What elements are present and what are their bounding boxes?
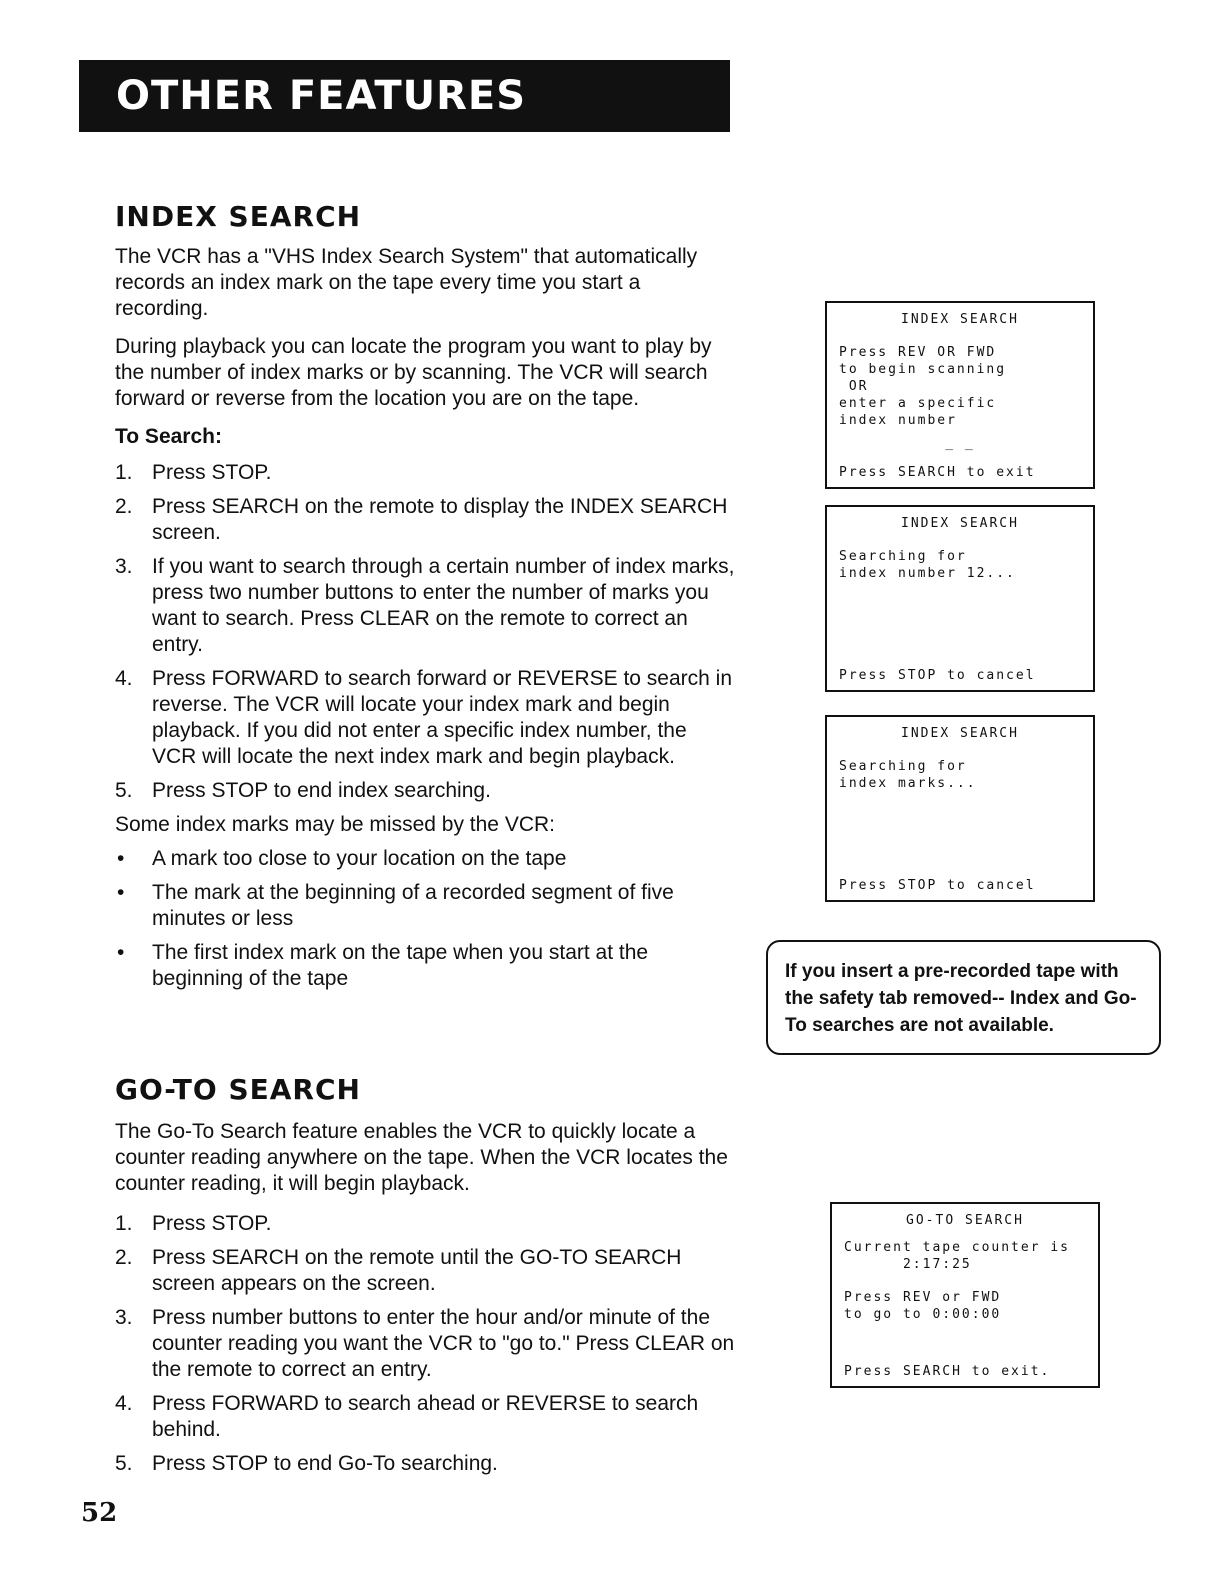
screen-title: INDEX SEARCH — [901, 312, 1019, 327]
section-banner — [79, 60, 730, 132]
list-item: • The first index mark on the tape when you start at the beginning of the tape — [117, 941, 649, 990]
screen-title: GO-TO SEARCH — [906, 1213, 1024, 1228]
index-search-section — [115, 200, 735, 1000]
bullet-icon: • — [117, 847, 125, 870]
list-item: 3. Press number buttons to enter the hour and/or minute of the counter reading you want the VCR to "go to." Press CLEAR on the remote to correct an entry. — [115, 1306, 735, 1381]
screen-title: INDEX SEARCH — [901, 726, 1019, 741]
banner-title: OTHER FEATURES — [116, 73, 527, 119]
index-search-screen-1: INDEX SEARCH Press REV OR FWD to begin scanning OR enter a specific index number _ _ Press SEARCH to exit — [825, 301, 1095, 489]
screen-footer: Press STOP to cancel — [839, 668, 1036, 683]
list-item: 1. Press STOP. — [115, 461, 272, 484]
index-search-screen-3: INDEX SEARCH Searching for index marks... Press STOP to cancel — [825, 715, 1095, 902]
missed-marks-list — [115, 846, 735, 992]
list-item: 4. Press FORWARD to search forward or REVERSE to search in reverse. The VCR will locate your index mark and begin playback. If you did not enter a specific index number, the VCR will locate the next index mark and begin playback. — [115, 667, 733, 768]
screen-footer: Press SEARCH to exit — [839, 465, 1036, 480]
goto-search-heading: GO-TO SEARCH — [115, 1073, 361, 1106]
list-item: 2. Press SEARCH on the remote to display the INDEX SEARCH screen. — [115, 495, 728, 544]
to-search-subheading: To Search: — [115, 425, 222, 448]
goto-search-screen: GO-TO SEARCH Current tape counter is 2:17:25 Press REV or FWD to go to 0:00:00 Press SEARCH to exit. — [830, 1202, 1100, 1388]
index-number-entry: _ _ — [945, 436, 975, 451]
safety-tab-note — [766, 940, 1161, 1055]
page-number: 52 — [81, 1498, 118, 1528]
screen-footer: Press SEARCH to exit. — [844, 1364, 1051, 1379]
goto-steps-list — [115, 1211, 735, 1477]
list-item: 2. Press SEARCH on the remote until the GO-TO SEARCH screen appears on the screen. — [115, 1246, 682, 1295]
bullet-icon: • — [117, 881, 125, 904]
screen-title: INDEX SEARCH — [901, 516, 1019, 531]
list-item: 5. Press STOP to end index searching. — [115, 779, 491, 802]
screen-footer: Press STOP to cancel — [839, 878, 1036, 893]
list-item: • The mark at the beginning of a recorded segment of five minutes or less — [117, 881, 674, 930]
index-steps-list — [115, 460, 735, 804]
missed-marks-intro: Some index marks may be missed by the VCR: — [115, 813, 555, 836]
index-playback-paragraph: During playback you can locate the program you want to play by the number of index marks or by scanning. The VCR will search forward or reverse from the location you are on the tape. — [115, 335, 712, 410]
index-search-heading: INDEX SEARCH — [115, 200, 362, 233]
list-item: 3. If you want to search through a certain number of index marks, press two number buttons to enter the number of marks you want to search. Press CLEAR on the remote to correct an entry. — [115, 555, 735, 656]
bullet-icon: • — [117, 941, 125, 964]
list-item: 5. Press STOP to end Go-To searching. — [115, 1452, 498, 1475]
note-text: If you insert a pre-recorded tape with the safety tab removed-- Index and Go-To searches are not available. — [785, 961, 1137, 1036]
goto-search-section — [115, 1073, 735, 1485]
list-item: 4. Press FORWARD to search ahead or REVERSE to search behind. — [115, 1392, 699, 1441]
list-item: • A mark too close to your location on the tape — [117, 847, 567, 870]
list-item: 1. Press STOP. — [115, 1212, 272, 1235]
goto-intro-paragraph: The Go-To Search feature enables the VCR to quickly locate a counter reading anywhere on the tape. When the VCR locates the counter reading, it will begin playback. — [115, 1120, 728, 1195]
index-intro-paragraph: The VCR has a "VHS Index Search System" that automatically records an index mark on the tape every time you start a recording. — [115, 245, 698, 320]
index-search-screen-2: INDEX SEARCH Searching for index number 12... Press STOP to cancel — [825, 505, 1095, 692]
